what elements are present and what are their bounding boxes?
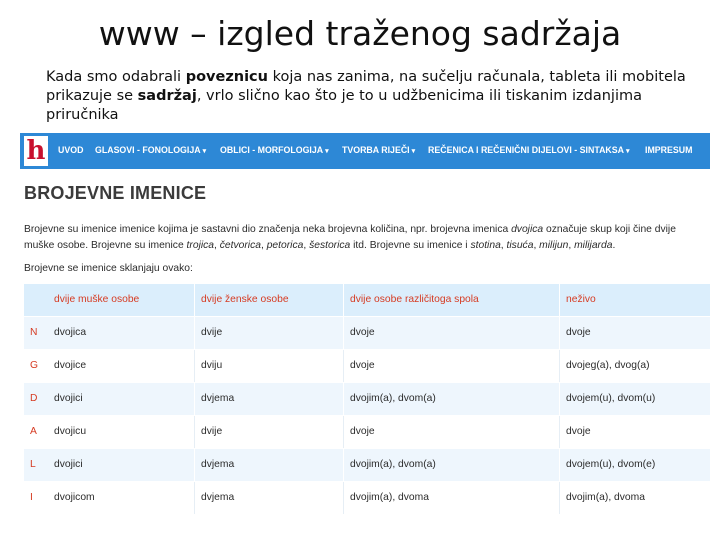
slide-body-text xyxy=(46,68,686,125)
inanimate-cell: dvojem(u), dvom(u) xyxy=(559,383,710,415)
table-row xyxy=(24,383,710,415)
inanimate-cell: dvojim(a), dvoma xyxy=(559,482,710,514)
male-cell: dvojicom xyxy=(54,492,95,503)
intro-paragraph xyxy=(24,222,706,254)
body-text-part: Kada smo odabrali xyxy=(46,69,186,85)
female-cell: dvije xyxy=(194,416,343,448)
example-word: dvojica xyxy=(511,224,544,235)
site-logo[interactable] xyxy=(24,136,48,166)
female-cell: dvjema xyxy=(194,449,343,481)
male-cell: dvojica xyxy=(54,327,87,338)
mixed-cell: dvoje xyxy=(343,317,559,349)
header-cell-male: dvije muške osobe xyxy=(54,294,140,305)
nav-item-glasovi-fonologija[interactable] xyxy=(95,133,206,169)
inanimate-cell: dvojem(u), dvom(e) xyxy=(559,449,710,481)
table-row xyxy=(24,317,710,349)
chevron-down-icon: ▾ xyxy=(325,148,329,155)
female-cell: dvjema xyxy=(194,482,343,514)
example-word: trojica xyxy=(186,240,215,251)
nav-item-label: GLASOVI - FONOLOGIJA xyxy=(95,145,201,155)
nav-item-label: OBLICI - MORFOLOGIJA xyxy=(220,145,324,155)
chevron-down-icon: ▾ xyxy=(411,148,416,155)
text-part: , xyxy=(260,240,267,251)
example-word: milijarda xyxy=(574,240,613,251)
text-part: . xyxy=(612,240,616,251)
text-part: , xyxy=(214,240,220,251)
nav-item-label: TVORBA RIJEČI xyxy=(342,145,410,155)
example-word: petorica xyxy=(266,240,304,251)
case-cell: A xyxy=(30,426,37,437)
example-word: šestorica xyxy=(309,240,351,251)
text-part: , xyxy=(303,240,310,251)
body-text-bold-link: poveznicu xyxy=(185,69,268,85)
case-cell: N xyxy=(30,327,38,338)
case-cell: G xyxy=(30,360,39,371)
header-cell-mixed: dvije osobe različitoga spola xyxy=(343,284,559,316)
chevron-down-icon: ▾ xyxy=(202,148,207,155)
body-text-part: koja nas zanima, na sučelju računala, tableta ili mobitela prikazuje se xyxy=(46,69,686,104)
body-text-bold-content: sadržaj xyxy=(137,88,197,104)
declension-intro: Brojevne se imenice sklanjaju ovako: xyxy=(24,263,193,274)
text-part: , xyxy=(568,240,575,251)
text-part: , xyxy=(500,240,507,251)
mixed-cell: dvojim(a), dvom(a) xyxy=(343,383,559,415)
example-word: tisuća xyxy=(506,240,534,251)
text-part: , xyxy=(533,240,540,251)
case-cell: L xyxy=(30,459,36,470)
example-word: četvorica xyxy=(219,240,261,251)
inanimate-cell: dvoje xyxy=(559,317,710,349)
male-cell: dvojicu xyxy=(54,426,87,437)
inanimate-cell: dvojeg(a), dvog(a) xyxy=(559,350,710,382)
page-heading: BROJEVNE IMENICE xyxy=(24,183,207,203)
table-row xyxy=(24,482,710,514)
logo-h-icon: h xyxy=(26,136,46,166)
body-text-part: , vrlo slično kao što je to u udžbenicima ili tiskanim izdanjima priručnika xyxy=(46,88,642,123)
table-header-row xyxy=(24,284,710,316)
text-part: Brojevne su imenice imenice kojima je sastavni dio značenja neka brojevna količina, npr. brojevna imenica xyxy=(24,224,512,235)
nav-item-label: IMPRESUM xyxy=(645,145,693,155)
nav-item-oblici-morfologija[interactable] xyxy=(220,133,329,169)
nav-item-tvorba-rijeci[interactable] xyxy=(342,133,415,169)
table-row xyxy=(24,416,710,448)
male-cell: dvojice xyxy=(54,360,87,371)
nav-item-recenica-sintaksa[interactable] xyxy=(428,133,630,169)
text-part: označuje skup koji čine dvije muške osobe. Brojevne su imenice xyxy=(24,224,676,251)
header-cell-female: dvije ženske osobe xyxy=(194,284,343,316)
table-row xyxy=(24,449,710,481)
mixed-cell: dvojim(a), dvom(a) xyxy=(343,449,559,481)
male-cell: dvojici xyxy=(54,459,83,470)
case-cell: I xyxy=(30,492,33,503)
table-row xyxy=(24,350,710,382)
example-word: stotina xyxy=(470,240,501,251)
mixed-cell: dvoje xyxy=(343,350,559,382)
case-cell: D xyxy=(30,393,38,404)
chevron-down-icon: ▾ xyxy=(626,148,630,155)
male-cell: dvojici xyxy=(54,393,83,404)
nav-item-label: REČENICA I REČENIČNI DIJELOVI - SINTAKSA xyxy=(428,145,624,155)
mixed-cell: dvoje xyxy=(343,416,559,448)
header-cell-inanimate: neživo xyxy=(559,284,710,316)
mixed-cell: dvojim(a), dvoma xyxy=(343,482,559,514)
top-navbar xyxy=(20,133,710,169)
website-screenshot xyxy=(20,133,710,503)
nav-item-label: UVOD xyxy=(58,145,84,155)
female-cell: dviju xyxy=(194,350,343,382)
female-cell: dvjema xyxy=(194,383,343,415)
slide-title: www – izgled traženog sadržaja xyxy=(98,14,622,53)
example-word: milijun xyxy=(539,240,569,251)
nav-item-uvod[interactable] xyxy=(58,133,83,169)
inanimate-cell: dvoje xyxy=(559,416,710,448)
nav-item-impresum[interactable] xyxy=(645,133,692,169)
female-cell: dvije xyxy=(194,317,343,349)
text-part: itd. Brojevne su imenice i xyxy=(350,240,471,251)
